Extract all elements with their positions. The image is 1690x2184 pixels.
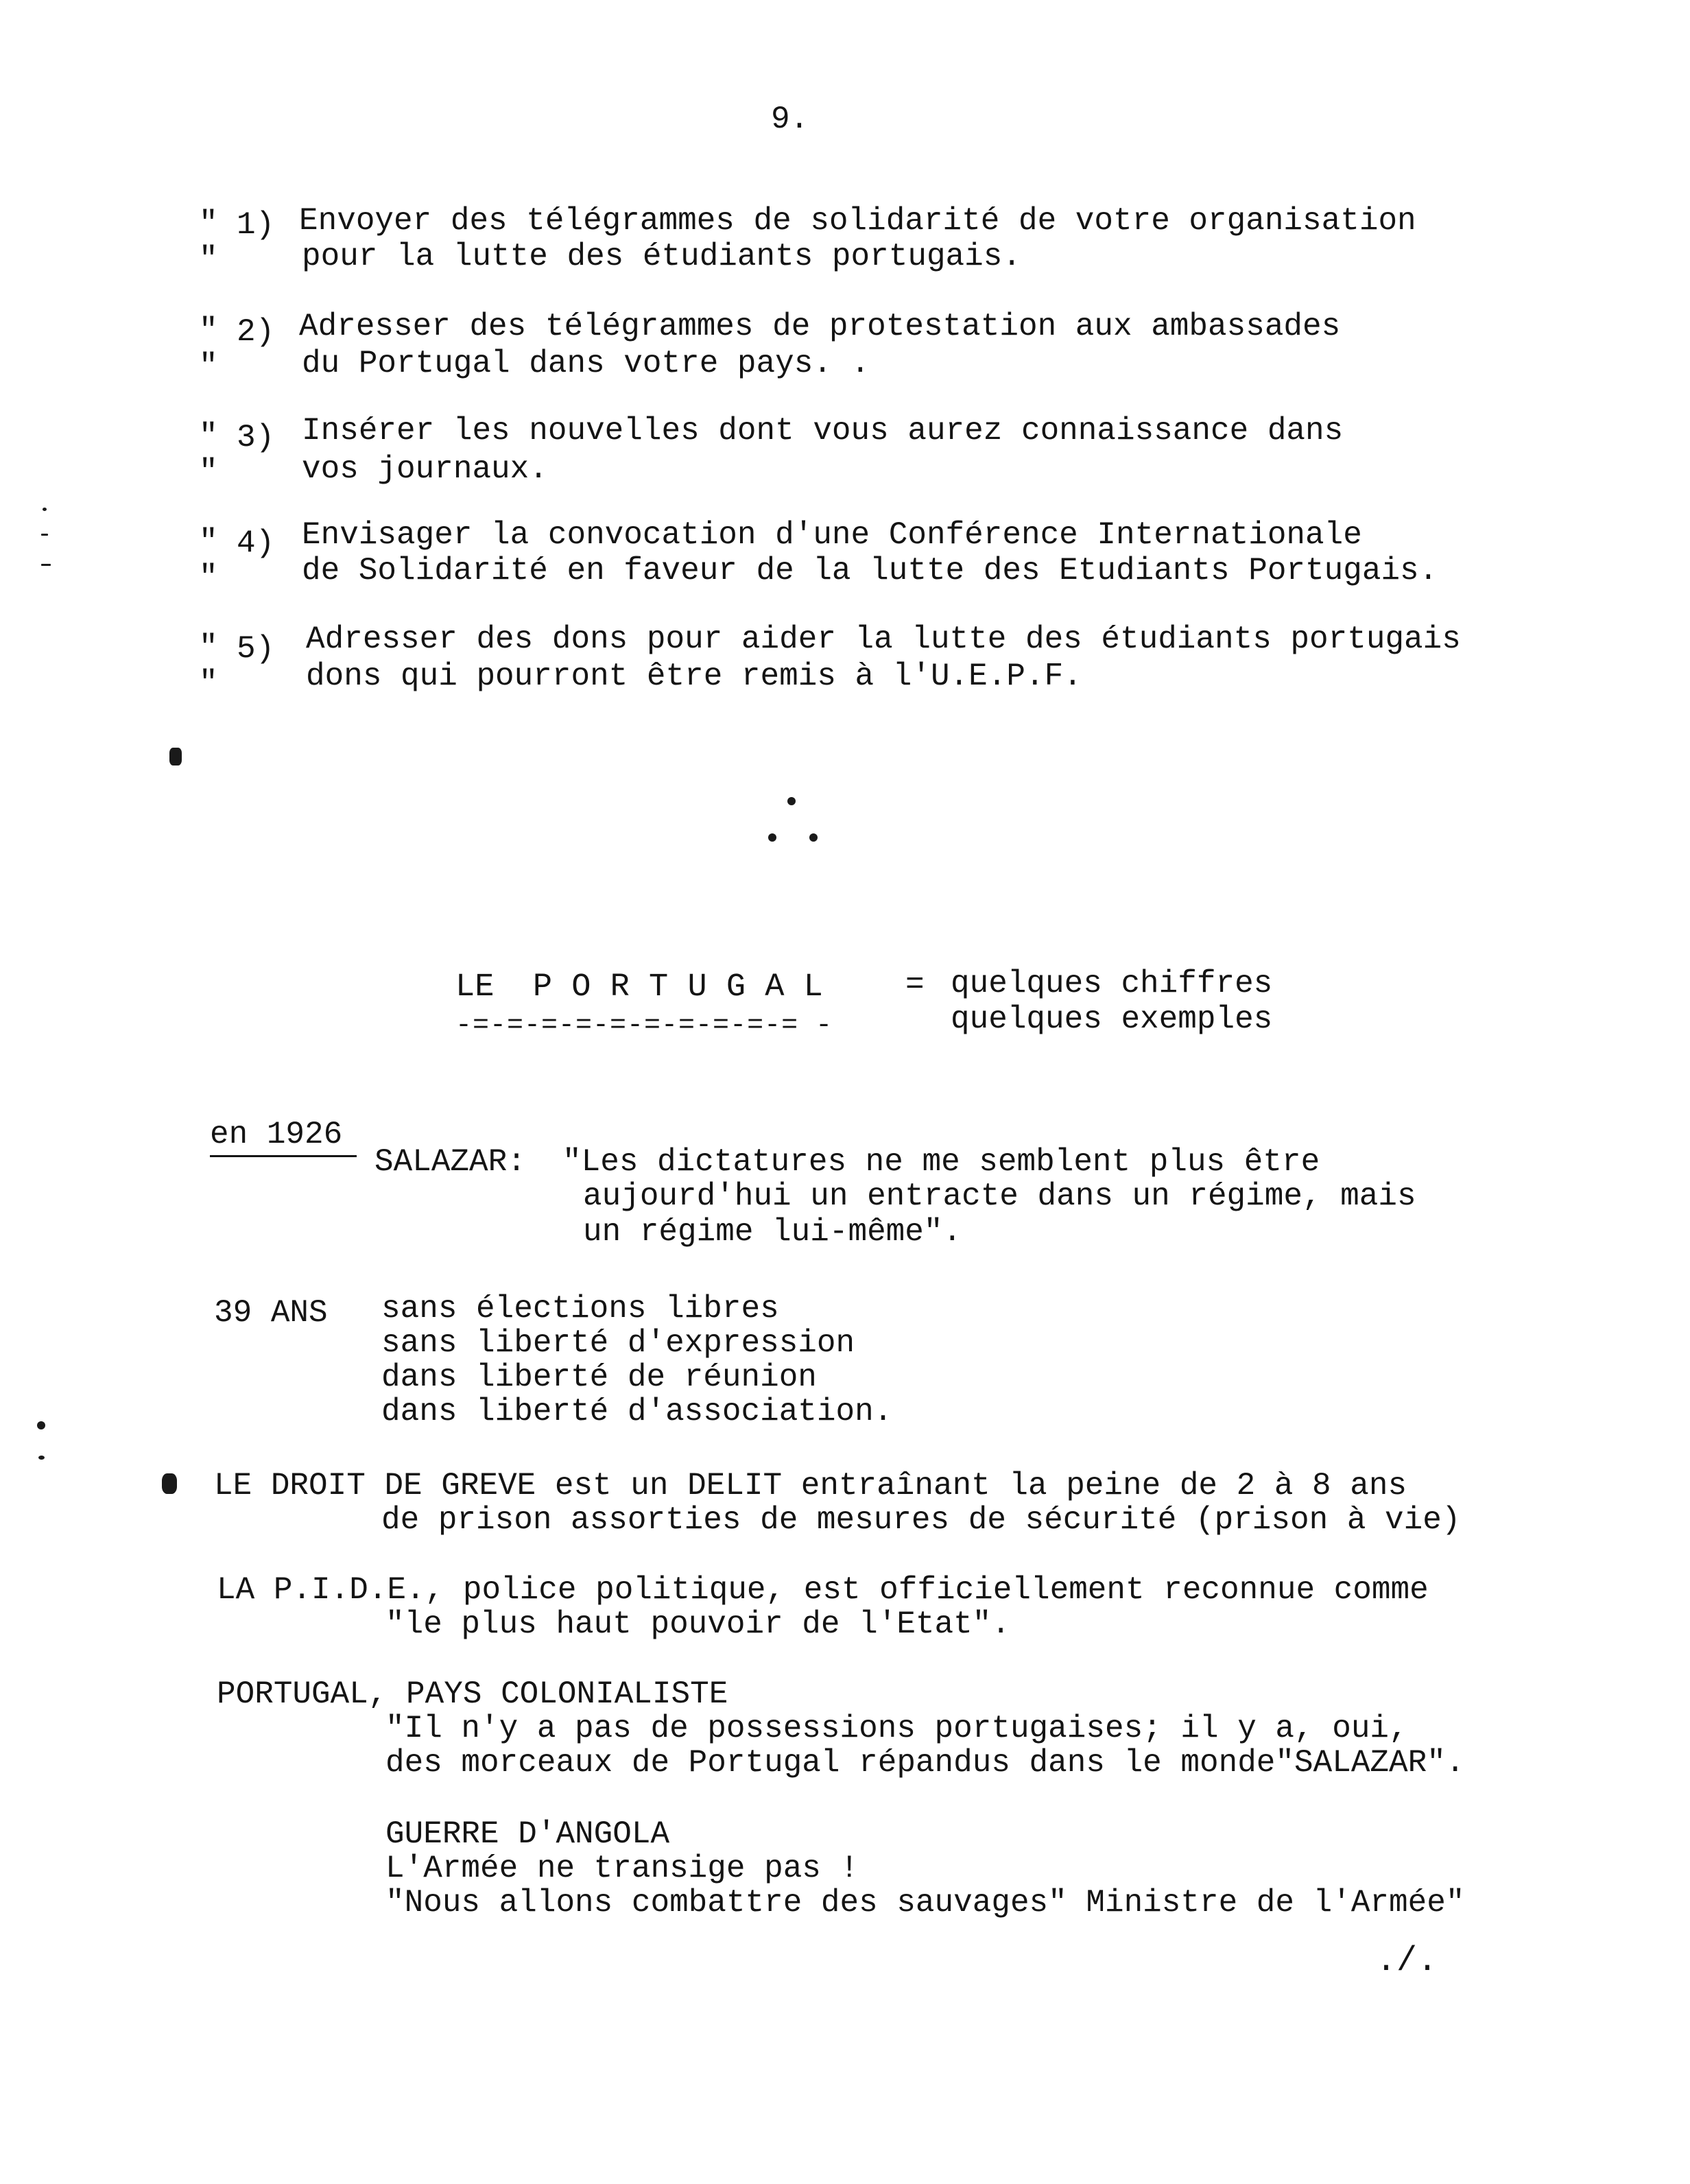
separator-dot	[787, 797, 796, 805]
ditto-mark: "	[199, 454, 218, 490]
action-text-line1: Adresser des télégrammes de protestation aux ambassades	[299, 309, 1341, 344]
quote-line: un régime lui-même".	[583, 1214, 962, 1250]
ditto-mark: "	[199, 348, 218, 384]
greve-line1: LE DROIT DE GREVE est un DELIT entraînant la peine de 2 à 8 ans	[214, 1468, 1407, 1504]
action-number: 3)	[237, 420, 275, 455]
page-number: 9.	[771, 102, 809, 137]
action-text-line2: dons qui pourront être remis à l'U.E.P.F.	[306, 658, 1082, 694]
liberty-line: sans liberté d'expression	[381, 1325, 855, 1361]
ditto-mark: "	[199, 241, 218, 277]
heading-equals: =	[905, 967, 925, 1003]
greve-line2: de prison assorties de mesures de sécurité (prison à vie)	[381, 1502, 1461, 1538]
years-label: 39 ANS	[214, 1295, 328, 1331]
margin-speck	[38, 1456, 45, 1460]
angola-line2: "Nous allons combattre des sauvages" Ministre de l'Armée"	[385, 1885, 1465, 1921]
liberty-line: dans liberté d'association.	[381, 1394, 893, 1429]
ink-smudge	[169, 748, 182, 765]
pide-line1: LA P.I.D.E., police politique, est officiellement reconnue comme	[217, 1572, 1429, 1608]
continued-mark: ./.	[1376, 1942, 1438, 1981]
heading-title: LE P O R T U G A L	[455, 969, 823, 1006]
pide-line2: "le plus haut pouvoir de l'Etat".	[385, 1606, 1010, 1642]
liberty-line: dans liberté de réunion	[381, 1360, 817, 1395]
action-text-line2: pour la lutte des étudiants portugais.	[302, 239, 1021, 274]
action-text-line1: Envisager la convocation d'une Conférence Internationale	[302, 517, 1362, 553]
ditto-mark: "	[199, 630, 218, 665]
year-label: en 1926	[210, 1117, 343, 1152]
ditto-mark: "	[199, 665, 218, 701]
action-text-line1: Adresser des dons pour aider la lutte des étudiants portugais	[306, 621, 1461, 657]
action-text-line2: de Solidarité en faveur de la lutte des Etudiants Portugais.	[302, 553, 1438, 589]
colonial-line1: "Il n'y a pas de possessions portugaises; il y a, oui,	[385, 1711, 1408, 1746]
margin-speck	[41, 534, 48, 536]
action-text-line1: Insérer les nouvelles dont vous aurez connaissance dans	[302, 413, 1344, 449]
action-number: 1)	[237, 207, 275, 243]
ditto-mark: "	[199, 524, 218, 560]
action-text-line1: Envoyer des télégrammes de solidarité de votre organisation	[299, 203, 1416, 239]
angola-line1: L'Armée ne transige pas !	[385, 1851, 859, 1886]
action-number: 2)	[237, 314, 275, 350]
liberty-line: sans élections libres	[381, 1291, 779, 1327]
margin-speck	[37, 1421, 45, 1429]
speaker-label: SALAZAR:	[374, 1144, 526, 1180]
heading-line1: quelques chiffres	[951, 966, 1273, 1001]
heading-line2: quelques exemples	[951, 1001, 1273, 1037]
action-text-line2: du Portugal dans votre pays. .	[302, 346, 870, 381]
ditto-mark: "	[199, 560, 218, 595]
ditto-mark: "	[199, 206, 218, 241]
ditto-mark: "	[199, 418, 218, 454]
separator-dot	[768, 833, 776, 842]
margin-speck	[41, 564, 51, 566]
separator-dot	[809, 833, 818, 842]
angola-title: GUERRE D'ANGOLA	[385, 1816, 670, 1852]
colonial-line2: des morceaux de Portugal répandus dans le monde"SALAZAR".	[385, 1745, 1465, 1781]
action-number: 4)	[237, 525, 275, 561]
year-underline	[210, 1155, 357, 1157]
action-text-line2: vos journaux.	[302, 451, 548, 487]
colonial-title: PORTUGAL, PAYS COLONIALISTE	[217, 1676, 728, 1712]
quote-line: "Les dictatures ne me semblent plus être	[562, 1144, 1320, 1180]
quote-line: aujourd'hui un entracte dans un régime, mais	[583, 1178, 1416, 1214]
margin-speck	[43, 508, 47, 511]
heading-underline: -=-=-=-=-=-=-=-=-=-= -	[455, 1010, 833, 1041]
action-number: 5)	[237, 631, 275, 667]
ink-smudge	[162, 1473, 177, 1494]
ditto-mark: "	[199, 313, 218, 348]
